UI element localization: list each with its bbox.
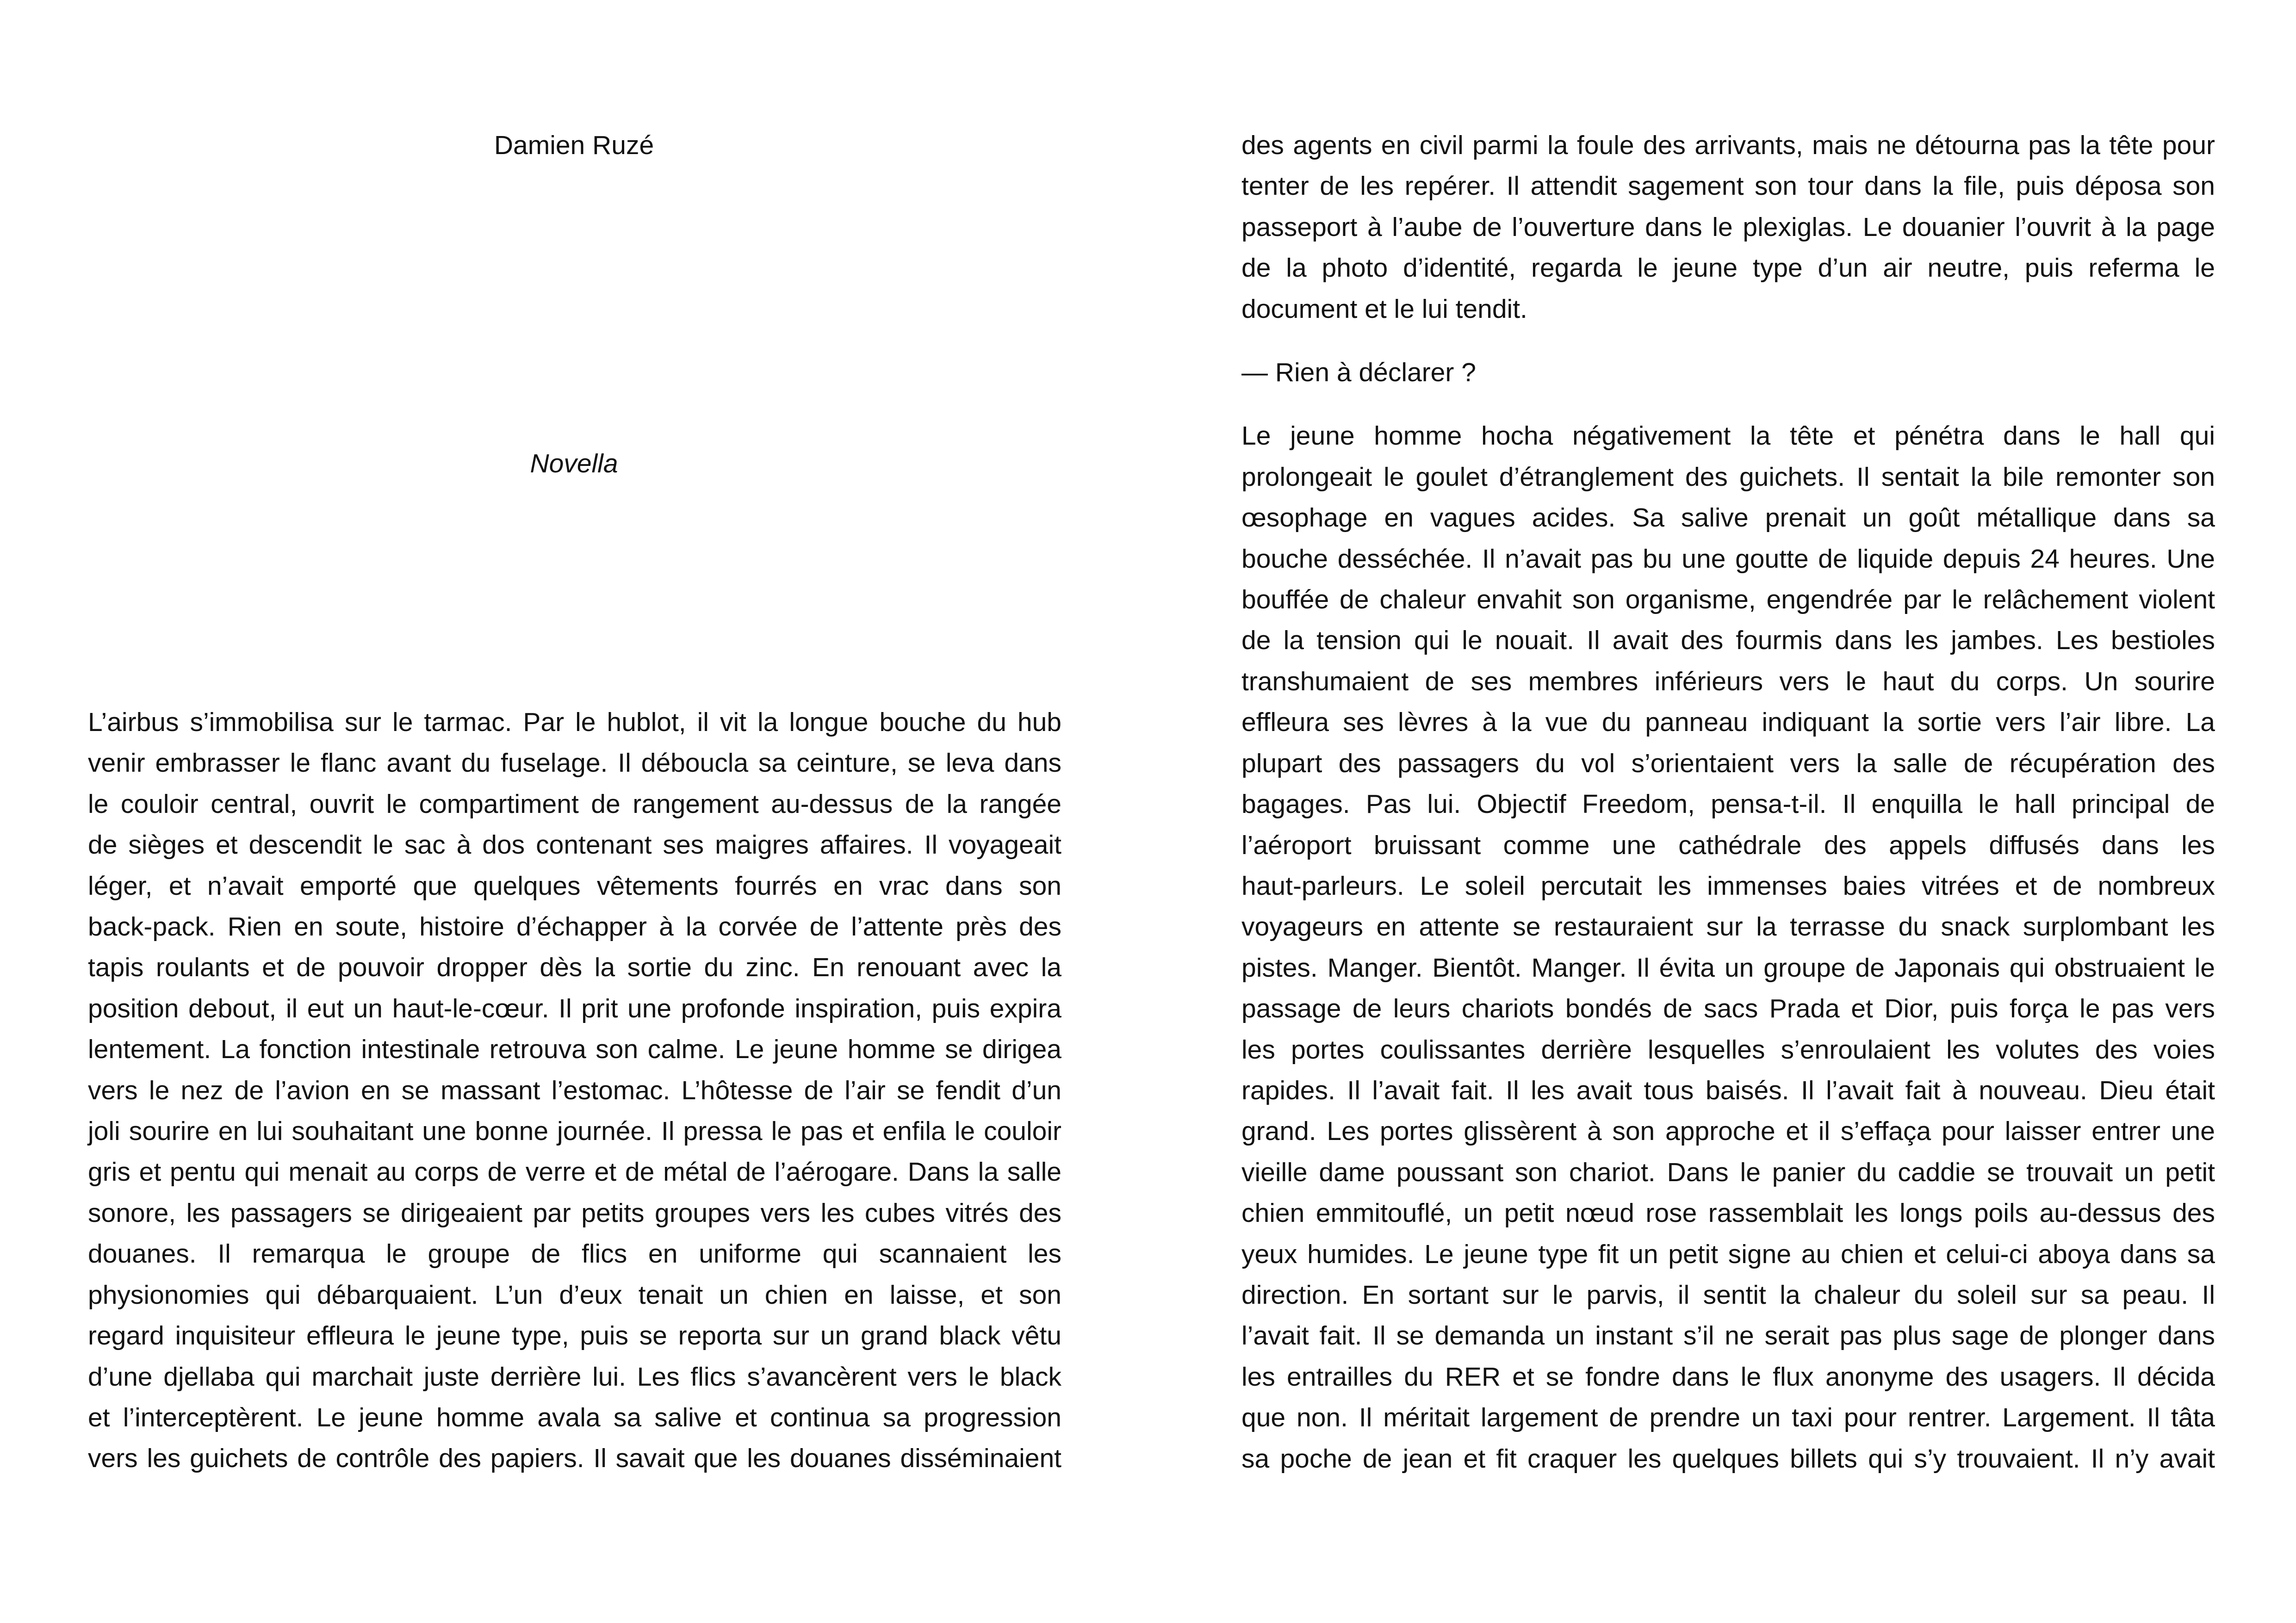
text-line: passeport à l’aube de l’ouverture dans le plexiglas. Le douanier l’ouvrit à la page: [1241, 212, 2215, 242]
text-line: les portes coulissantes derrière lesquelles s’enroulaient les volutes des voies: [1241, 1035, 2215, 1065]
text-line: des agents en civil parmi la foule des arrivants, mais ne détourna pas la tête pour: [1241, 130, 2215, 160]
text-line: pistes. Manger. Bientôt. Manger. Il évita un groupe de Japonais qui obstruaient le: [1241, 953, 2215, 983]
text-line: d’une djellaba qui marchait juste derrière lui. Les flics s’avancèrent vers le black: [88, 1362, 1061, 1392]
text-line: yeux humides. Le jeune type fit un petit signe au chien et celui-ci aboya dans sa: [1241, 1239, 2215, 1269]
text-line: L’airbus s’immobilisa sur le tarmac. Par le hublot, il vit la longue bouche du hub: [88, 707, 1061, 737]
text-line: l’aéroport bruissant comme une cathédrale des appels diffusés dans les: [1241, 830, 2215, 860]
text-line: joli sourire en lui souhaitant une bonne journée. Il pressa le pas et enfila le couloir: [88, 1116, 1061, 1146]
text-line: gris et pentu qui menait au corps de verre et de métal de l’aérogare. Dans la salle: [88, 1157, 1061, 1187]
genre-label: Novella: [530, 449, 618, 478]
text-line: vieille dame poussant son chariot. Dans le panier du caddie se trouvait un petit: [1241, 1157, 2215, 1187]
text-line: les entrailles du RER et se fondre dans le flux anonyme des usagers. Il décida: [1241, 1362, 2215, 1392]
text-line: sa poche de jean et fit craquer les quelques billets qui s’y trouvaient. Il n’y avait: [1241, 1443, 2215, 1474]
text-line: direction. En sortant sur le parvis, il sentit la chaleur du soleil sur sa peau. Il: [1241, 1280, 2215, 1310]
text-line: léger, et n’avait emporté que quelques vêtements fourrés en vrac dans son: [88, 871, 1061, 901]
paragraph: [88, 702, 1061, 1479]
text-line: de la tension qui le nouait. Il avait des fourmis dans les jambes. Les bestioles: [1241, 626, 2215, 656]
text-line: l’avait fait. Il se demanda un instant s’il ne serait pas plus sage de plonger dans: [1241, 1321, 2215, 1351]
text-line: douanes. Il remarqua le groupe de flics en uniforme qui scannaient les: [88, 1239, 1061, 1269]
dialogue-line: [1241, 352, 2215, 393]
right-body-text: [1241, 125, 2215, 1479]
text-line: vers les guichets de contrôle des papiers. Il savait que les douanes disséminaient: [88, 1443, 1061, 1474]
text-line: rapides. Il l’avait fait. Il les avait tous baisés. Il l’avait fait à nouveau. Dieu était: [1241, 1075, 2215, 1105]
author-name: Damien Ruzé: [494, 130, 654, 160]
paragraph: [1241, 125, 2215, 329]
text-line: haut-parleurs. Le soleil percutait les immenses baies vitrées et de nombreux: [1241, 871, 2215, 901]
text-line: lentement. La fonction intestinale retrouva son calme. Le jeune homme se dirigea: [88, 1035, 1061, 1065]
text-line: et l’interceptèrent. Le jeune homme avala sa salive et continua sa progression: [88, 1402, 1061, 1432]
text-line: grand. Les portes glissèrent à son approche et il s’effaça pour laisser entrer une: [1241, 1116, 2215, 1146]
text-line: position debout, il eut un haut-le-cœur. Il prit une profonde inspiration, puis expira: [88, 993, 1061, 1023]
text-line: prolongeait le goulet d’étranglement des guichets. Il sentait la bile remonter son: [1241, 462, 2215, 492]
text-line: physionomies qui débarquaient. L’un d’eux tenait un chien en laisse, et son: [88, 1280, 1061, 1310]
text-line: tapis roulants et de pouvoir dropper dès la sortie du zinc. En renouant avec la: [88, 953, 1061, 983]
text-line: plupart des passagers du vol s’orientaient vers la salle de récupération des: [1241, 748, 2215, 778]
text-line: sonore, les passagers se dirigeaient par petits groupes vers les cubes vitrés des: [88, 1198, 1061, 1228]
text-line: transhumaient de ses membres inférieurs vers le haut du corps. Un sourire: [1241, 666, 2215, 696]
text-line: passage de leurs chariots bondés de sacs Prada et Dior, puis força le pas vers: [1241, 994, 2215, 1024]
text-line: venir embrasser le flanc avant du fuselage. Il déboucla sa ceinture, se leva dans: [88, 748, 1061, 778]
text-line: back-pack. Rien en soute, histoire d’échapper à la corvée de l’attente près des: [88, 912, 1061, 942]
paragraph: [1241, 415, 2215, 1479]
text-line: bouche desséchée. Il n’avait pas bu une goutte de liquide depuis 24 heures. Une: [1241, 544, 2215, 574]
text-line: bagages. Pas lui. Objectif Freedom, pensa-t-il. Il enquilla le hall principal de: [1241, 789, 2215, 819]
text-line: de la photo d’identité, regarda le jeune type d’un air neutre, puis referma le: [1241, 253, 2215, 283]
text-line: bouffée de chaleur envahit son organisme, engendrée par le relâchement violent: [1241, 585, 2215, 615]
text-line: chien emmitouflé, un petit nœud rose rassemblait les longs poils au-dessus des: [1241, 1198, 2215, 1228]
left-body-text: [88, 702, 1061, 1479]
right-page: [1148, 0, 2296, 1623]
text-line: regard inquisiteur effleura le jeune type, puis se reporta sur un grand black vêtu: [88, 1321, 1061, 1351]
text-line: œsophage en vagues acides. Sa salive prenait un goût métallique dans sa: [1241, 503, 2215, 533]
text-line: voyageurs en attente se restauraient sur la terrasse du snack surplombant les: [1241, 912, 2215, 942]
text-line: vers le nez de l’avion en se massant l’estomac. L’hôtesse de l’air se fendit d’un: [88, 1075, 1061, 1105]
text-line: Le jeune homme hocha négativement la tête et pénétra dans le hall qui: [1241, 421, 2215, 451]
text-line: le couloir central, ouvrit le compartiment de rangement au-dessus de la rangée: [88, 789, 1061, 819]
text-line: que non. Il méritait largement de prendre un taxi pour rentrer. Largement. Il tâta: [1241, 1403, 2215, 1433]
text-line: effleura ses lèvres à la vue du panneau indiquant la sortie vers l’air libre. La: [1241, 707, 2215, 737]
text-line: — Rien à déclarer ?: [1241, 358, 1476, 388]
text-line: tenter de les repérer. Il attendit sagement son tour dans la file, puis déposa son: [1241, 171, 2215, 201]
text-line: document et le lui tendit.: [1241, 294, 1527, 324]
text-line: de sièges et descendit le sac à dos contenant ses maigres affaires. Il voyageait: [88, 830, 1061, 860]
